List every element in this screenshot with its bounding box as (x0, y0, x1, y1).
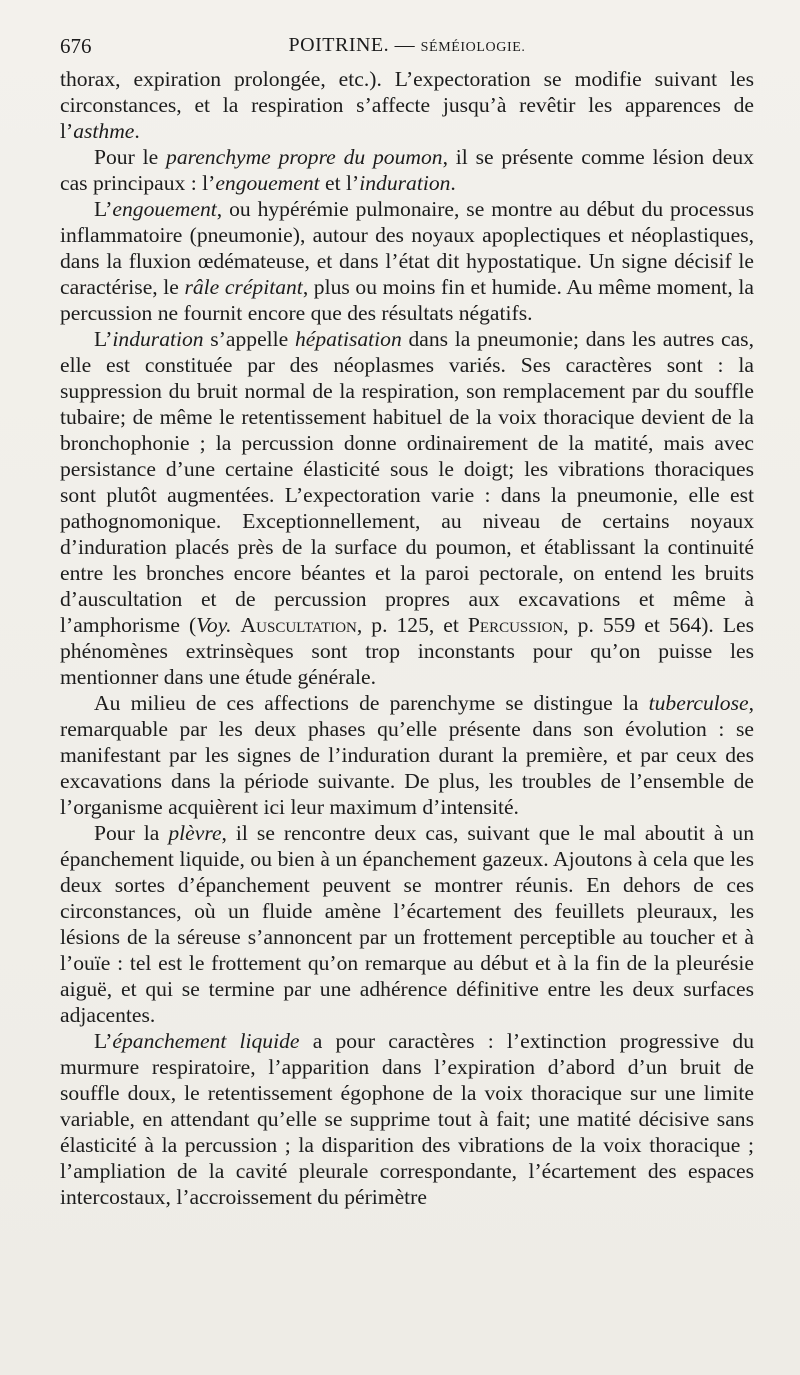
text-run: s’appelle (203, 327, 295, 351)
running-head-separator: — (389, 34, 421, 56)
body-text (60, 66, 754, 1210)
text-run: , il se rencontre deux cas, suivant que le mal aboutit à un épanchement liquide, ou bien à un épanchement gazeux. Ajoutons à cela que les deux sortes d’épanchement peuvent se montrer réunis. En dehors de ces circonstances, où un fluide amène l’écartement des feuillets pleuraux, les lésions de la séreuse s’annoncent par un frottement perceptible au toucher et à l’ouïe : tel est le frottement qu’on remarque au début et à la fin de la pleurésie aiguë, et qui se termine par une adhérence définitive entre les deux surfaces adjacentes. (60, 821, 754, 1027)
text-run: L’ (94, 327, 113, 351)
italic-term: râle crépitant (184, 275, 303, 299)
italic-term: tuberculose (648, 691, 749, 715)
text-run: Pour le (94, 145, 167, 169)
text-run: , ou hypérémie pulmonaire, se montre au début du processus inflammatoire (pneumonie), autour des noyaux apoplectiques et néoplastiques, dans la fluxion œdémateuse, et dans l’état dit hypostatique. Un signe décisif le caractérise, le (60, 197, 754, 299)
text-run: a pour caractères : l’extinction progressive du murmure respiratoire, l’apparition dans l’expiration d’abord d’un bruit de souffle doux, le retentissement égophone de la voix thoracique sur une limite variable, en attendant qu’elle se supprime tout à fait; une matité décisive sans élasticité à la percussion ; la disparition des vibrations de la voix thoracique ; l’ampliation de la cavité pleurale correspondante, l’écartement des espaces intercostaux, l’accroissement du périmètre (60, 1029, 754, 1209)
running-head (60, 34, 754, 57)
text-run: , p. 559 et 564). Les phénomènes extrinsèques sont trop inconstants pour qu’on puisse les mentionner dans une étude générale. (60, 613, 755, 689)
paragraph-6 (60, 820, 754, 1028)
text-run: , plus ou moins fin et humide. Au même moment, la percussion ne fournit encore que des résultats négatifs. (60, 275, 754, 325)
italic-term: induration (112, 327, 204, 351)
cross-reference: Auscultation (240, 613, 357, 637)
text-run: Pour la (94, 821, 169, 845)
page-number: 676 (60, 34, 92, 58)
italic-term: induration (359, 171, 451, 195)
italic-term: plèvre (168, 821, 222, 845)
paragraph-5 (60, 690, 754, 820)
paragraph-3 (60, 196, 754, 326)
text-run: , p. 125, et (356, 613, 468, 637)
paragraph-2 (60, 144, 754, 196)
running-title: POITRINE. (288, 34, 390, 56)
text-run: , remarquable par les deux phases qu’elle présente dans son évolution : se manifestant par les signes de l’induration durant la première, et par ceux des excavations dans la période suivante. De plus, les troubles de l’ensemble de l’organisme acquièrent ici leur maximum d’intensité. (60, 691, 754, 819)
text-run: thorax, expiration prolongée, etc.). L’expectoration se modifie suivant les circonstances, et la respiration s’affecte jusqu’à revêtir les apparences de l’ (60, 67, 754, 143)
text-run: , il se présente comme lésion deux cas principaux : l’ (60, 145, 754, 195)
text-run: . (450, 171, 456, 195)
text-run: dans la pneumonie; dans les autres cas, elle est constituée par des néoplasmes variés. Ses caractères sont : la suppression du bruit normal de la respiration, son remplacement par du souffle tubaire; de même le retentissement habituel de la voix thoracique devient de la bronchophonie ; la percussion donne ordinairement de la matité, mais avec persistance d’une certaine élasticité sous le doigt; les vibrations thoraciques sont plutôt augmentées. L’expectoration varie : dans la pneumonie, elle est pathognomonique. Exceptionnellement, au niveau de certains noyaux d’induration placés près de la surface du poumon, et établissant la continuité entre les bronches encore béantes et la paroi pectorale, on entend les bruits d’auscultation et de percussion propres aux excavations et même à l’amphorisme ( (60, 327, 754, 637)
running-subtitle: SÉMÉIOLOGIE. (420, 40, 526, 55)
text-run: . (134, 119, 140, 143)
paragraph-1 (60, 66, 754, 144)
italic-term: asthme (73, 119, 135, 143)
paragraph-7 (60, 1028, 754, 1210)
italic-term: engouement (215, 171, 320, 195)
cross-reference: Percussion (467, 613, 564, 637)
text-run: Au milieu de ces affections de parenchyme se distingue la (94, 691, 649, 715)
italic-term: parenchyme propre du poumon (166, 145, 443, 169)
paragraph-4 (60, 326, 754, 690)
text-run: et l’ (319, 171, 360, 195)
italic-term: Voy. (196, 613, 232, 637)
italic-term: engouement (112, 197, 217, 221)
text-run: L’ (94, 1029, 113, 1053)
italic-term: hépatisation (294, 327, 402, 351)
page-header (60, 30, 754, 66)
text-run (232, 613, 241, 637)
italic-term: épanchement liquide (112, 1029, 300, 1053)
text-run: L’ (94, 197, 113, 221)
